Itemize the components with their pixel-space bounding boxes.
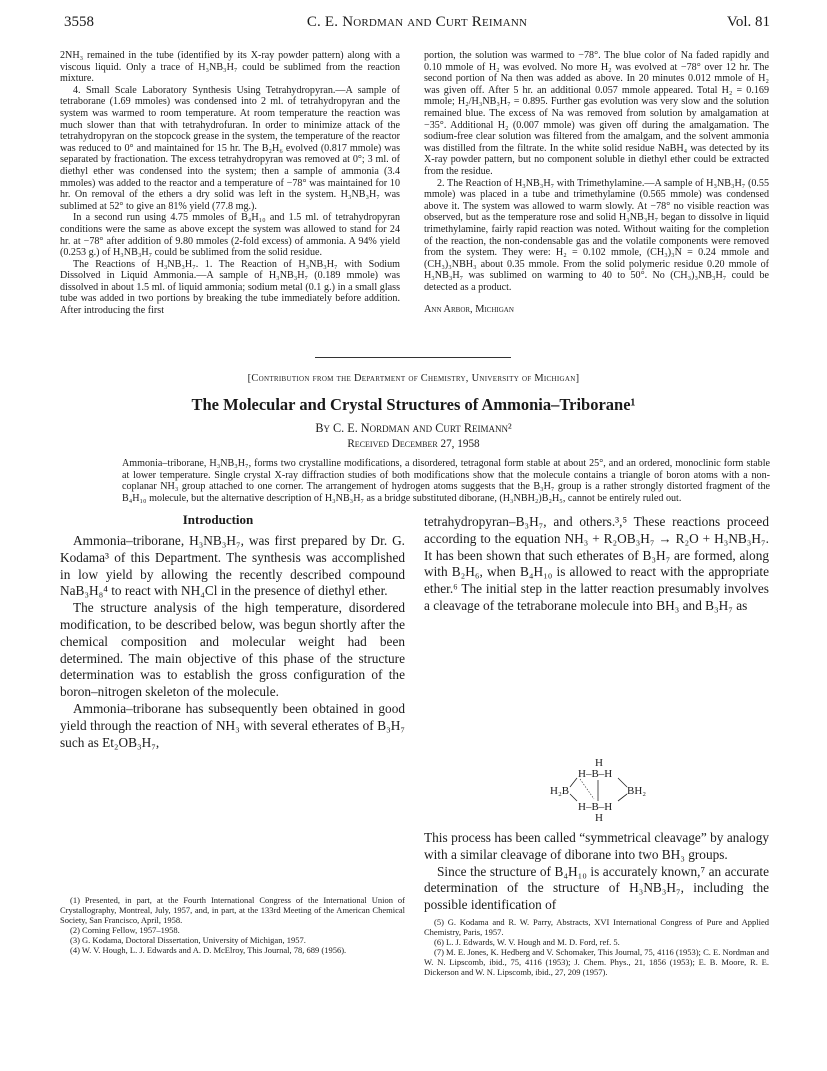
paragraph: This process has been called “symmetrical cleavage” by analogy with a similar cleavage of diborane into two BH₃ groups. xyxy=(424,830,769,862)
paragraph: tetrahydropyran–B₃H₇, and others.³,⁵ These reactions proceed according to the equation NH₃ + R₂OB₃H₇ → R₂O + H₃NB₃H₇. It has been shown that such etherates of B₃H₇ are formed, along with B₂H₆, when B₄H₁₀ is allowed to react with the appropriate ether.⁶ The initial step in the latter reaction presumably involves a cleavage of the tetraborane molecule into BH₃ and B₃H₇ as xyxy=(424,514,769,613)
page-number: 3558 xyxy=(64,14,94,30)
intro-left-column xyxy=(60,533,405,891)
section-divider xyxy=(315,357,511,358)
affiliation-signature: Ann Arbor, Michigan xyxy=(424,304,514,316)
paragraph: The structure analysis of the high temperature, disordered modification, to be described below, was begun shortly after the chemical composition and molecular weight had been determined. The main objective of this phase of the structure determination was to establish the gross configuration of the boron–nitrogen skeleton of the molecule. xyxy=(60,600,405,700)
article-title: The Molecular and Crystal Structures of Ammonia–Triborane¹ xyxy=(191,395,636,414)
previous-article-left-column xyxy=(60,50,400,360)
footnote: (3) G. Kodama, Doctoral Dissertation, University of Michigan, 1957. xyxy=(70,935,306,945)
abstract: Ammonia–triborane, H₃NB₃H₇, forms two crystalline modifications, a disordered, tetragonal form stable at about 25°, and an ordered, monoclinic form stable at lower temperature. Single crystal X-ray diffraction studies of both modifications show that the molecule contains a triangle of boron atoms with a non-coplanar NH₃ group attached to one corner. The arrangement of hydrogen atoms suggests that the B₃H₇ group is a rather strongly distorted fragment of the B₄H₁₀ molecule, but the alternative description of H₃NB₃H₇ as a bridge substituted diborane, (H₃NBH₂)B₂H₅, cannot be entirely ruled out. xyxy=(122,458,770,504)
volume-label: Vol. 81 xyxy=(726,14,770,30)
paragraph: 4. Small Scale Laboratory Synthesis Using Tetrahydropyran.—A sample of tetraborane (1.69 mmoles) was condensed into 2 ml. of tetrahydropyran and the system was warmed to room temperature. At room temperature the reaction was much slower than that with tetrahydrofuran. In order to minimize attack of the tetrahydropyran on the stopcock grease in the system, the temperature of the reactor was reduced to 0° and maintained for 15 hr. The B₂H₆ evolved (0.817 mmole) was separated by fractionation. The excess tetrahydropyran was removed at 0°; 3 ml. of diethyl ether was condensed into the system; then a sample of ammonia (3.4 mmoles) was added to the reactor and a temperature of −78° was maintained for 10 hr. On removal of the ethers a dry solid was left in the system. H₃NB₃H₇ was sublimed at 52° to give an 81% yield (77.8 mg.). xyxy=(60,84,400,212)
footnote: (7) M. E. Jones, K. Hedberg and V. Schomaker, This Journal, 75, 4116 (1953); C. E. Nordman and W. N. Lipscomb, ibid., 75, 4116 (1953); J. Chem. Phys., 21, 1856 (1953); E. B. Moore, R. E. Dickerson and W. N. Lipscomb, ibid., 27, 209 (1957). xyxy=(424,947,769,977)
paragraph: portion, the solution was warmed to −78°. The blue color of Na faded rapidly and 0.10 mmole of H₂ was evolved. No more H₂ was evolved at −78° over 12 hr. The second portion of Na then was added as above. In 20 minutes 0.012 mmole of H₂ was given off. After 5 hr. an additional 0.057 mmole appeared. Total H₂ = 0.169 mmole; H₂/H₃NB₃H₇ = 0.895. Further gas evolution was very slow and the solution remained blue. The excess of Na was removed from solution by amalgamation at −35°. Additional H₂ (0.007 mmole) was given off during the amalgamation. The sodium-free clear solution was filtered from the amalgam, and the solvent ammonia was distilled from the filtrate. In the white solid residue NaBH₄ was detected by its X-ray powder pattern, but no component soluble in diethyl ether could be extracted from the residue. xyxy=(424,50,769,177)
paragraph: Ammonia–triborane, H₃NB₃H₇, was first prepared by Dr. G. Kodama³ of this Department. The synthesis was accomplished in low yield by allowing the recently described compound NaB₃H₈⁴ to react with NH₄Cl in the presence of diethyl ether. xyxy=(60,533,405,599)
paragraph: 2. The Reaction of H₃NB₃H₇ with Trimethylamine.—A sample of H₃NB₃H₇ (0.55 mmole) was placed in a tube and trimethylamine (0.565 mmole) was condensed above it. The system was allowed to warm slowly. At −78° no visible reaction was observed, but as the temperature rose and solid H₃NB₃H₇ began to dissolve in liquid trimethylamine, fairly rapid reaction was noted. Without waiting for the completion of the reaction, the non-condensable gas and the volatile components were removed from the system. They were: H₂ = 0.102 mmole, (CH₃)₃N = 0.24 mmole and (CH₃)₃NBH₃ about 0.35 mmole. From the solid polymeric residue 0.20 mmole of H₃NB₃H₇ was sublimed on warming to 40 to 50°. No (CH₃)₃NB₃H₇ could be detected as a product. xyxy=(424,177,769,293)
contribution-line: [Contribution from the Department of Chemistry, University of Michigan] xyxy=(247,373,580,384)
footnotes-left xyxy=(60,895,405,1015)
previous-article-right-column xyxy=(424,50,769,360)
running-title: C. E. Nordman and Curt Reimann xyxy=(306,14,528,30)
received-date: Received December 27, 1958 xyxy=(347,438,480,450)
author-line: By C. E. Nordman and Curt Reimann² xyxy=(315,421,512,435)
paragraph: Since the structure of B₄H₁₀ is accurately known,⁷ an accurate determination of the structure of H₃NB₃H₇, including the possible identification of xyxy=(424,863,769,913)
running-header xyxy=(64,14,770,36)
footnote: (6) L. J. Edwards, W. V. Hough and M. D. Ford, ref. 5. xyxy=(434,937,620,947)
diagram-right-group: BH₂ xyxy=(627,785,647,797)
diagram-left-group: H₂B xyxy=(550,785,570,797)
footnote: (2) Corning Fellow, 1957–1958. xyxy=(70,925,180,935)
diagram-upper-bridge: H–B–H xyxy=(578,768,613,780)
footnote: (5) G. Kodama and R. W. Parry, Abstracts, XVI International Congress of Pure and Applied Chemistry, Paris, 1957. xyxy=(424,917,769,937)
intro-right-column-bottom xyxy=(424,830,769,914)
paragraph: 2NH₃ remained in the tube (identified by its X-ray powder pattern) along with a viscous liquid. Only a trace of H₃NB₃H₇ could be sublimed from the reaction mixture. xyxy=(60,50,400,85)
cleavage-structure-diagram xyxy=(550,757,654,827)
diagram-top-h: H xyxy=(595,757,603,769)
footnote: (4) W. V. Hough, L. J. Edwards and A. D. McElroy, This Journal, 78, 689 (1956). xyxy=(70,945,347,955)
diagram-lower-bridge: H–B–H xyxy=(578,801,613,813)
intro-right-column-top xyxy=(424,514,769,754)
footnotes-right xyxy=(424,917,769,1017)
paragraph: In a second run using 4.75 mmoles of B₄H₁₀ and 1.5 ml. of tetrahydropyran conditions were the same as above except the system was allowed to stand for 24 hr. at −78° after addition of 9.80 mmoles (2-fold excess) of ammonia. A 94% yield (0.253 g.) of H₃NB₃H₇ could be sublimed from the solid residue. xyxy=(60,212,400,259)
footnote: (1) Presented, in part, at the Fourth International Congress of the International Union of Crystallography, Montreal, July, 1957, and, in part, at the 133rd Meeting of the American Chemical Society, San Francisco, April, 1958. xyxy=(60,895,405,925)
paragraph: The Reactions of H₃NB₃H₇. 1. The Reaction of H₃NB₃H₇ with Sodium Dissolved in Liquid Ammonia.—A sample of H₃NB₃H₇ (0.189 mmole) was dissolved in about 1.5 ml. of liquid ammonia; sodium metal (0.1 g.) in a small glass tube was added in two portions by breaking the tube immediately before addition. After introducing the first xyxy=(60,258,400,317)
diagram-bottom-h: H xyxy=(595,812,603,824)
section-heading: Introduction xyxy=(182,512,254,527)
paragraph: Ammonia–triborane has subsequently been obtained in good yield through the reaction of NH₃ with several etherates of B₃H₇ such as Et₂OB₃H₇, xyxy=(60,700,405,750)
